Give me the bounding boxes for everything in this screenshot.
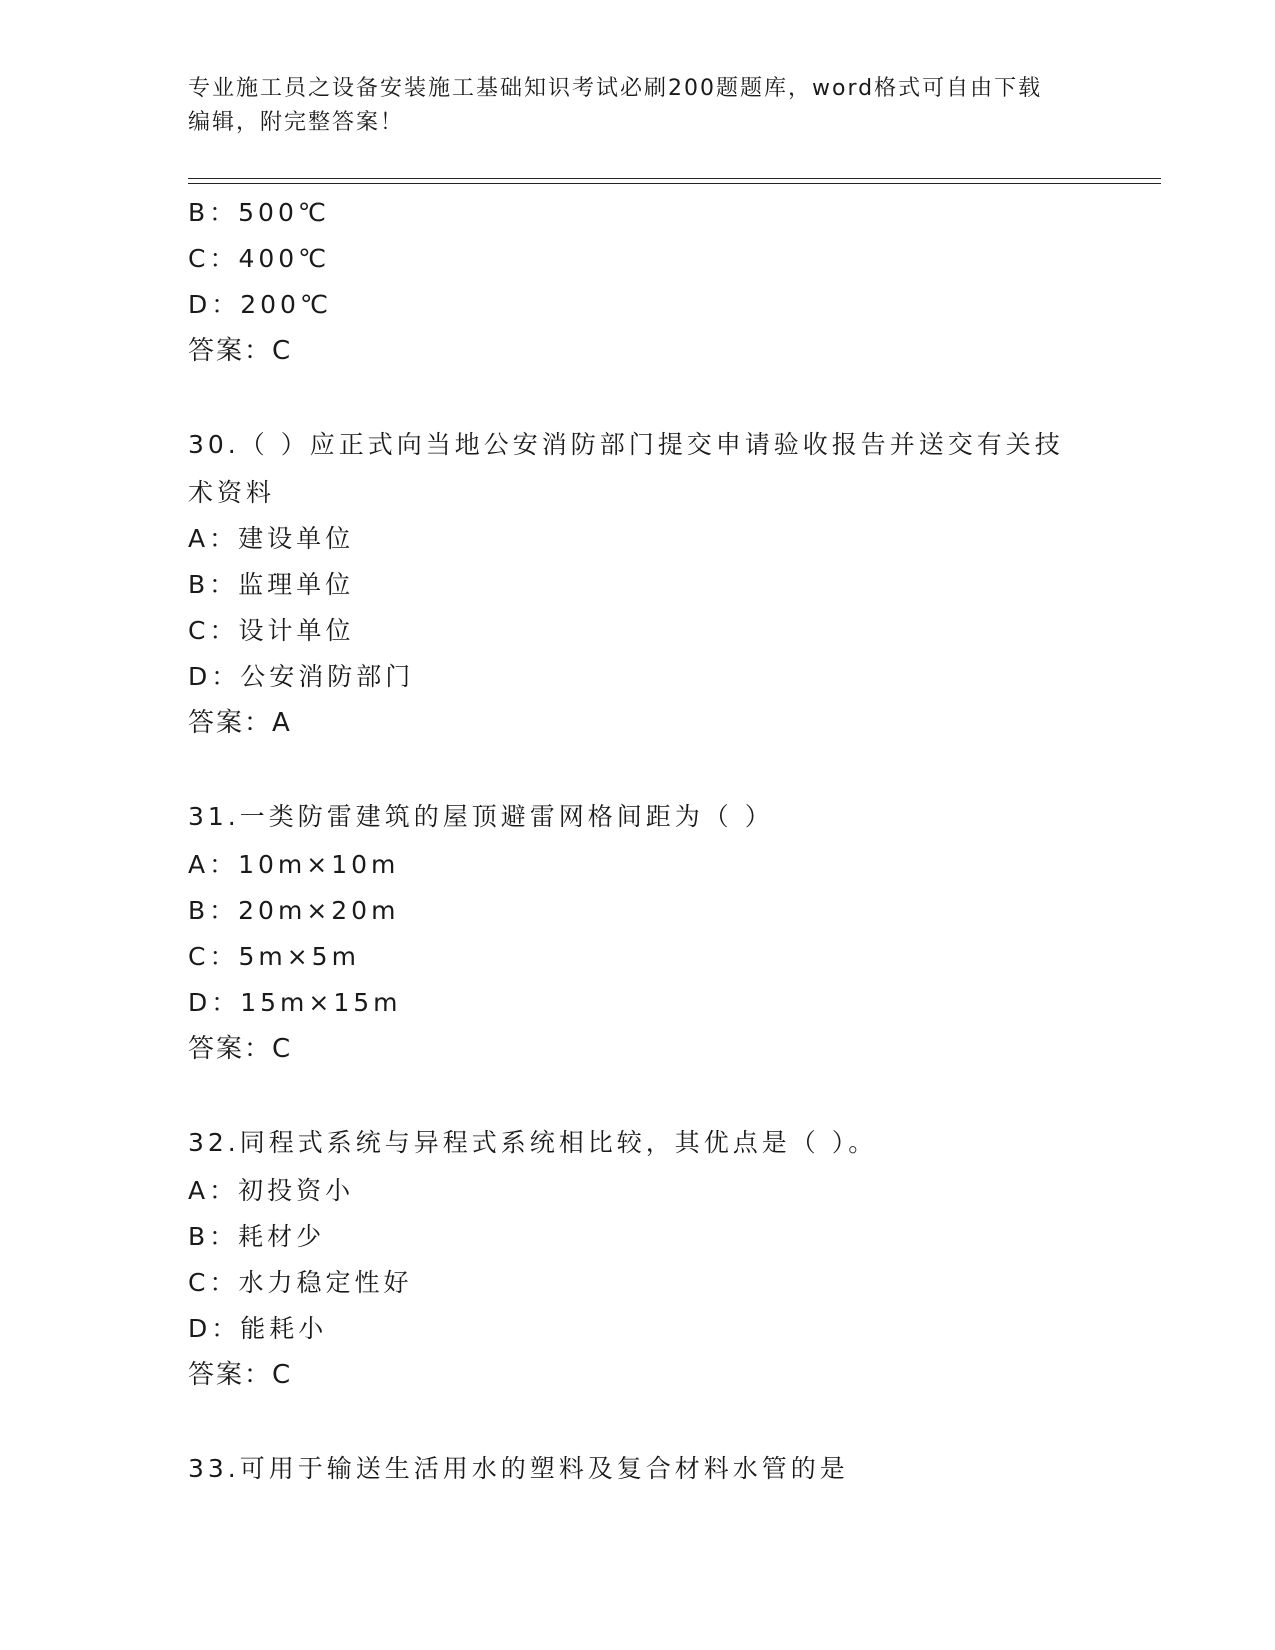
q31-title: 31.一类防雷建筑的屋顶避雷网格间距为（ ） (188, 802, 774, 831)
spacer (188, 1398, 1088, 1444)
header-line-2: 编辑，附完整答案！ (188, 110, 405, 135)
header-divider-bottom (188, 183, 1161, 184)
q32-option-c: C：水力稳定性好 (188, 1268, 413, 1297)
header-divider-top (188, 178, 1161, 179)
q31-option-a: A：10m×10m (188, 850, 400, 879)
q30-answer: 答案：A (188, 708, 292, 738)
q32-option-b: B：耗材少 (188, 1222, 326, 1251)
spacer (188, 374, 1088, 420)
q29-option-d: D：200℃ (188, 290, 333, 319)
document-header (188, 72, 1068, 140)
spacer (188, 746, 1088, 792)
q33-title: 33.可用于输送生活用水的塑料及复合材料水管的是 (188, 1454, 849, 1483)
question-29-block (188, 190, 1088, 374)
q32-option-a: A：初投资小 (188, 1176, 355, 1205)
q30-option-d: D：公安消防部门 (188, 662, 415, 691)
q31-answer: 答案：C (188, 1034, 293, 1064)
q31-option-b: B：20m×20m (188, 896, 400, 925)
question-32-block (188, 1118, 1088, 1398)
q32-option-d: D：能耗小 (188, 1314, 328, 1343)
q30-title-line-1: 30.（ ）应正式向当地公安消防部门提交申请验收报告并送交有关技 (188, 430, 1064, 459)
q30-option-c: C：设计单位 (188, 616, 355, 645)
question-33-block (188, 1444, 1088, 1494)
question-31-block (188, 792, 1088, 1072)
header-line-1: 专业施工员之设备安装施工基础知识考试必刷200题题库，word格式可自由下载 (188, 76, 1043, 101)
q29-option-b: B：500℃ (188, 198, 330, 227)
q32-answer: 答案：C (188, 1360, 293, 1390)
q31-option-c: C：5m×5m (188, 942, 360, 971)
spacer (188, 1072, 1088, 1118)
q31-option-d: D：15m×15m (188, 988, 402, 1017)
q30-option-b: B：监理单位 (188, 570, 355, 599)
q29-option-c: C：400℃ (188, 244, 331, 273)
question-30-block (188, 420, 1088, 746)
q29-answer: 答案：C (188, 336, 293, 366)
q30-option-a: A：建设单位 (188, 524, 355, 553)
question-content (188, 190, 1088, 1494)
q32-title: 32.同程式系统与异程式系统相比较，其优点是（ ）。 (188, 1128, 878, 1157)
q30-title-line-2: 术资料 (188, 478, 276, 507)
